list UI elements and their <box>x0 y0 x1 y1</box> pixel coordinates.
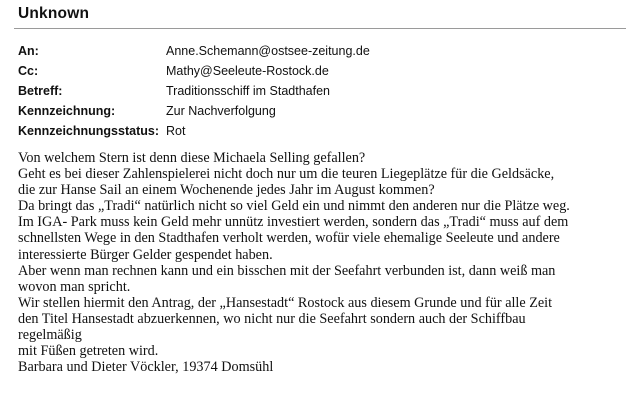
sender-name: Unknown <box>18 5 90 22</box>
body-line: Wir stellen hiermit den Antrag, der „Hansestadt“ Rostock aus diesem Grunde und für alle Zeit <box>18 294 553 311</box>
flag-status-value: Rot <box>166 124 186 138</box>
header-label: Betreff: <box>18 84 63 98</box>
header-label: Kennzeichnungsstatus: <box>18 124 159 138</box>
body-line: Geht es bei dieser Zahlenspielerei nicht doch nur um die teuren Liegeplätze für die Geldsäcke, <box>18 166 555 183</box>
subject-value: Traditionsschiff im Stadthafen <box>166 84 330 98</box>
header-label: Kennzeichnung: <box>18 104 116 118</box>
body-line: interessierte Bürger Gelder gespendet haben. <box>18 246 273 263</box>
header-label: Cc: <box>18 64 39 78</box>
body-line: regelmäßig <box>18 327 82 344</box>
body-line: Im IGA- Park muss kein Geld mehr unnütz investiert werden, sondern das „Tradi“ muss auf dem <box>18 214 569 231</box>
header-label: An: <box>18 44 39 58</box>
body-line: schnellsten Wege in den Stadthafen verholt werden, wofür viele ehemalige Seeleute und andere <box>18 230 560 247</box>
body-line: mit Füßen getreten wird. <box>18 343 159 360</box>
body-line: Von welchem Stern ist denn diese Michaela Selling gefallen? <box>18 150 366 166</box>
body-line: wovon man spricht. <box>18 278 131 295</box>
body-line: die zur Hanse Sail an einem Wochenende jedes Jahr im August kommen? <box>18 182 435 199</box>
flag-value: Zur Nachverfolgung <box>166 104 276 118</box>
body-line: Aber wenn man rechnen kann und ein bisschen mit der Seefahrt verbunden ist, dann weiß man <box>18 262 556 279</box>
to-address[interactable]: Anne.Schemann@ostsee-zeitung.de <box>166 44 370 58</box>
email-body <box>18 150 633 375</box>
header-divider <box>14 28 626 29</box>
cc-address[interactable]: Mathy@Seeleute-Rostock.de <box>166 64 329 78</box>
body-line: Barbara und Dieter Vöckler, 19374 Domsühl <box>18 359 274 376</box>
body-line: den Titel Hansestadt abzuerkennen, wo nicht nur die Seefahrt sondern auch der Schiffbau <box>18 310 526 327</box>
body-line: Da bringt das „Tradi“ natürlich nicht so viel Geld ein und nimmt den anderen nur die Plätze weg. <box>18 198 570 215</box>
